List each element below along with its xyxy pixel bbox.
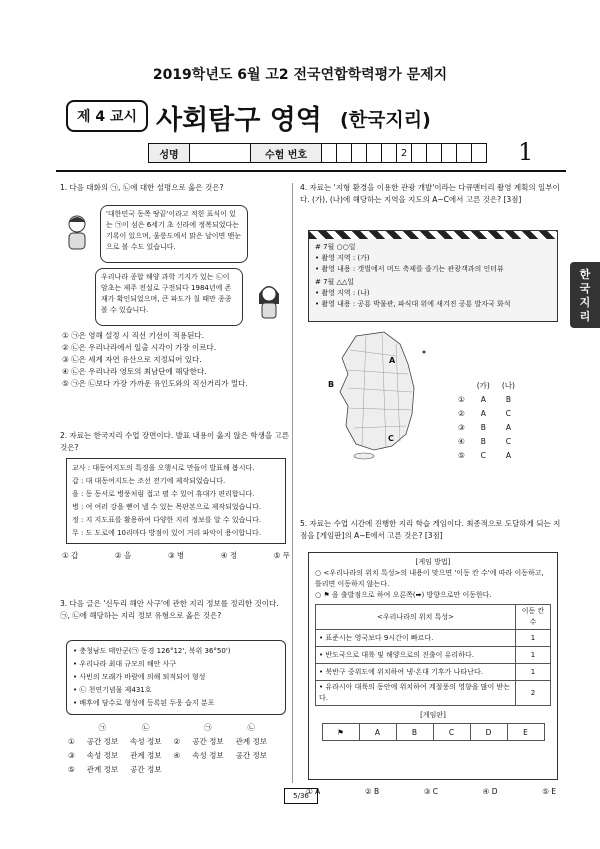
q4-option-row[interactable] (452, 406, 521, 420)
exam-no-box[interactable] (472, 144, 487, 163)
q2-line: 무 : 도 도로에 10리마다 방점이 있어 거리 파악이 용이합니다. (72, 529, 262, 537)
q5-table-head: 이동 칸 수 (516, 605, 551, 630)
q4-option-row[interactable] (452, 448, 521, 462)
exam-title: 2019학년도 6월 고2 전국연합학력평가 문제지 (152, 67, 448, 83)
board-cell-a: A (359, 724, 396, 741)
q5-statement: • 유라시아 대륙의 동안에 위치하여 계절풍의 영향을 많이 받는다. (316, 681, 516, 706)
q4-cell: A (480, 408, 486, 418)
q3-cell: 공간 정보 (86, 736, 119, 746)
map-label-a: A (389, 356, 396, 365)
q3-item: • 충청남도 태안군(㉠ 동경 126°12', 북위 36°50') (73, 647, 231, 655)
q4-filming-plan (308, 230, 558, 322)
q4-cell: C (505, 436, 512, 446)
q5-table-head: <우리나라의 위치 특성> (316, 605, 516, 630)
exam-no-box[interactable] (337, 144, 352, 163)
q5-option-5[interactable]: ⑤ E (542, 787, 556, 796)
q2-dialogue-box (66, 458, 286, 544)
side-tab-label: 한국지리 (579, 268, 591, 323)
q3-option-row[interactable] (62, 748, 273, 762)
name-label: 성명 (149, 144, 190, 163)
q4-header: (나) (501, 380, 515, 390)
q3-cell: ② (173, 736, 181, 746)
q3-stem: 3. 다음 글은 '신두리 해안 사구'에 관한 지리 정보를 정리한 것이다. ㉠, ㉡에 해당하는 지리 정보 유형으로 옳은 것은? (60, 599, 279, 620)
q3-header: ㉠ (98, 722, 107, 732)
q3-cell: 관계 정보 (130, 750, 162, 760)
q4-cell: ③ (458, 422, 465, 432)
q3-cell: ⑤ (68, 764, 75, 774)
q4-cell: ② (458, 408, 465, 418)
q1-bubble-2: 우리나라 종합 해양 과학 기지가 있는 ㉡이 암초는 제주 전설로 구전되다 1984년에 존재가 확인되었으며, 큰 파도가 칠 때만 종종 볼 수 있습니다. (95, 268, 243, 326)
q4-cell: ④ (458, 436, 465, 446)
q3-header: ㉠ (204, 722, 212, 732)
q3-cell: ④ (173, 750, 181, 760)
q3-options-table (62, 720, 273, 776)
plan2-date: # 7월 △△일 (315, 278, 355, 286)
q5-option-2[interactable]: ② B (364, 787, 380, 796)
q5-statement: • 북반구 중위도에 위치하여 냉·온대 기후가 나타난다. (316, 664, 516, 681)
q3-cell: ③ (68, 750, 75, 760)
q5-method-title: [게임 방법] (415, 558, 451, 566)
q1-option-5[interactable]: ⑤ ㉠은 ㉡보다 가장 가까운 유인도와의 직선거리가 멀다. (62, 379, 248, 388)
q1-option-2[interactable]: ② ㉡은 우리나라에서 일출 시각이 가장 이르다. (62, 343, 217, 352)
exam-no-box[interactable] (457, 144, 472, 163)
q5-game-box (308, 552, 558, 780)
q2-options (62, 550, 290, 562)
q5-rule-1: ○ <우리나라의 위치 특성>의 내용이 맞으면 '이동 칸 수'에 따라 이동하고, 틀리면 이동하지 않는다. (315, 569, 544, 588)
plan2-place: • 촬영 지역 : (나) (315, 289, 370, 297)
q2-line: 갑 : 대 대동여지도는 조선 전기에 제작되었습니다. (72, 477, 226, 485)
q3-cell: 관계 정보 (86, 764, 119, 774)
q4-header: (가) (476, 380, 490, 390)
boy-illustration (60, 212, 94, 252)
q4-answer-table (452, 378, 521, 462)
q5-statement: • 반도국으로 대륙 및 해양으로의 진출이 유리하다. (316, 647, 516, 664)
sub-subject-title: (한국지리) (340, 109, 431, 131)
q5-game-board (322, 723, 545, 741)
q5-rule-2: ○ ⚑ 을 출발점으로 하여 오른쪽(➡) 방향으로만 이동한다. (315, 591, 492, 599)
map-label-c: C (388, 434, 394, 443)
q2-option-4[interactable]: ④ 정 (220, 551, 238, 560)
q4-stem: 4. 자료는 '지형 환경을 이용한 관광 개발'이라는 다큐멘터리 촬영 계획의 일부이다. (가), (나)에 해당하는 지역을 지도의 A~C에서 고른 것은? [3점] (300, 183, 560, 204)
q1-option-3[interactable]: ③ ㉡은 세계 자연 유산으로 지정되어 있다. (62, 355, 202, 364)
exam-no-box[interactable] (412, 144, 427, 163)
q2-line: 을 : 동 동서로 병풍처럼 접고 펼 수 있어 휴대가 편리합니다. (72, 490, 255, 498)
q4-option-row[interactable] (452, 420, 521, 434)
map-label-b: B (328, 380, 335, 389)
q4-cell: B (480, 436, 486, 446)
q3-cell: 공간 정보 (235, 750, 267, 760)
q2-option-3[interactable]: ③ 병 (167, 551, 185, 560)
q3-header (167, 720, 186, 734)
exam-no-box[interactable] (442, 144, 457, 163)
q3-option-row[interactable] (62, 734, 273, 748)
q3-cell (186, 762, 229, 776)
page-indicator: 5/36 (284, 788, 318, 804)
q4-cell: A (480, 394, 486, 404)
q3-header: ㉡ (247, 722, 256, 732)
exam-no-label: 수험 번호 (251, 144, 322, 163)
q5-option-3[interactable]: ③ C (423, 787, 439, 796)
q4-cell: A (505, 422, 511, 432)
q2-stem: 2. 자료는 한국지리 수업 장면이다. 발표 내용이 옳지 않은 학생을 고른 것은? (60, 431, 289, 452)
q1-option-1[interactable]: ① ㉠은 영해 설정 시 직선 기선이 적용된다. (62, 331, 204, 340)
q3-cell: 관계 정보 (235, 736, 267, 746)
q2-option-2[interactable]: ② 을 (114, 551, 132, 560)
exam-no-box[interactable] (322, 144, 337, 163)
q3-item: • 우리나라 최대 규모의 해안 사구 (73, 660, 177, 668)
board-start-flag-icon: ⚑ (322, 724, 359, 741)
q3-item: • 사빈의 모래가 바람에 의해 퇴적되어 형성 (73, 673, 206, 681)
q2-option-5[interactable]: ⑤ 무 (273, 551, 290, 560)
board-cell-d: D (470, 724, 507, 741)
q5-option-4[interactable]: ④ D (482, 787, 498, 796)
board-cell-c: C (433, 724, 470, 741)
q5-statement: • 표준시는 영국보다 9시간이 빠르다. (316, 630, 516, 647)
q5-board-title: [게임판] (420, 711, 446, 719)
q3-cell: 공간 정보 (192, 736, 224, 746)
q2-line: 병 : 여 여러 강을 뻗어 낼 수 있는 목판본으로 제작되었습니다. (72, 503, 262, 511)
side-tab (570, 262, 600, 328)
board-cell-e: E (507, 724, 544, 741)
q4-cell: ① (458, 394, 465, 404)
exam-no-box[interactable] (367, 144, 382, 163)
q5-move: 1 (516, 664, 551, 681)
girl-illustration (252, 280, 286, 320)
q5-stem: 5. 자료는 수업 시간에 진행한 지리 학습 게임이다. 최종적으로 도달하게 되는 지점을 [게임판]의 A~E에서 고른 것은? [3점] (300, 519, 561, 540)
page-total: 36 (299, 792, 309, 800)
q1-stem: 1. 다음 대화의 ㉠, ㉡에 대한 설명으로 옳은 것은? (60, 183, 224, 192)
column-divider (292, 183, 293, 783)
q2-line: 교사 : 대동여지도의 특징을 오행시로 만들어 발표해 봅시다. (72, 464, 255, 472)
plan2-content: • 촬영 내용 : 공룡 박물관, 파식대 위에 새겨진 공룡 발자국 화석 (315, 300, 511, 308)
exam-no-digit: 2 (397, 144, 412, 163)
plan1-content: • 촬영 내용 : 갯벌에서 머드 축제를 즐기는 관광객과의 인터뷰 (315, 265, 504, 273)
q3-option-row[interactable] (62, 762, 273, 776)
q3-header (62, 720, 81, 734)
subject-title: 사회탐구 영역 (156, 105, 322, 136)
q1-option-4[interactable]: ④ ㉡은 우리나라 영토의 최남단에 해당한다. (62, 367, 207, 376)
page-current: 5 (293, 792, 298, 800)
exam-no-box[interactable] (352, 144, 367, 163)
q3-cell (230, 762, 273, 776)
q4-option-row[interactable] (452, 434, 521, 448)
board-cell-b: B (396, 724, 433, 741)
q5-position-table (315, 604, 551, 706)
q2-line: 정 : 지 지도표를 활용하여 다양한 지리 정보를 알 수 있습니다. (72, 516, 262, 524)
q4-cell: B (505, 394, 511, 404)
q3-cell: 속성 정보 (86, 750, 119, 760)
period-badge: 제 4 교시 (66, 100, 148, 132)
q3-cell (167, 762, 186, 776)
q3-header: ㉡ (142, 722, 150, 732)
q5-move: 1 (516, 630, 551, 647)
q5-option-1[interactable]: ① A (306, 787, 321, 796)
q3-item: • 배후에 담수로 형성에 등록된 두웅 습지 분포 (73, 699, 215, 707)
q4-cell: C (505, 408, 512, 418)
q3-cell: 속성 정보 (192, 750, 224, 760)
page-number: 1 (518, 138, 534, 166)
name-field[interactable] (190, 144, 251, 163)
q3-cell: 공간 정보 (130, 764, 162, 774)
exam-no-box[interactable] (382, 144, 397, 163)
q5-move: 1 (516, 647, 551, 664)
q3-cell: ① (68, 736, 75, 746)
q1-options (62, 330, 290, 390)
q5-move: 2 (516, 681, 551, 706)
q5-options (306, 786, 556, 798)
exam-no-box[interactable] (427, 144, 442, 163)
plan1-date: # 7월 ○○일 (315, 243, 356, 251)
q4-header (452, 378, 471, 392)
q4-option-row[interactable] (452, 392, 521, 406)
q4-cell: A (505, 450, 511, 460)
q3-info-box (66, 640, 286, 715)
student-id-table (148, 143, 487, 163)
q3-cell: 속성 정보 (130, 736, 162, 746)
q3-item: • ㉡ 천연기념물 제431호 (73, 686, 152, 694)
clapper-strip (309, 231, 557, 239)
q2-option-1[interactable]: ① 갑 (62, 551, 79, 560)
q1-bubble-1: '대한민국 동쪽 땅끝'이라고 적힌 표식이 있는 ㉠이 섬은 6세기 초 신라에 정복되었다는 기록이 있으며, 울릉도에서 맑은 날이면 맨눈으로 볼 수도 있습니다. (100, 205, 248, 263)
header-rule (56, 170, 566, 172)
q4-cell: ⑤ (458, 450, 465, 460)
korea-map (326, 330, 436, 460)
q4-cell: C (480, 450, 486, 460)
plan1-place: • 촬영 지역 : (가) (315, 254, 370, 262)
q4-cell: B (480, 422, 486, 432)
